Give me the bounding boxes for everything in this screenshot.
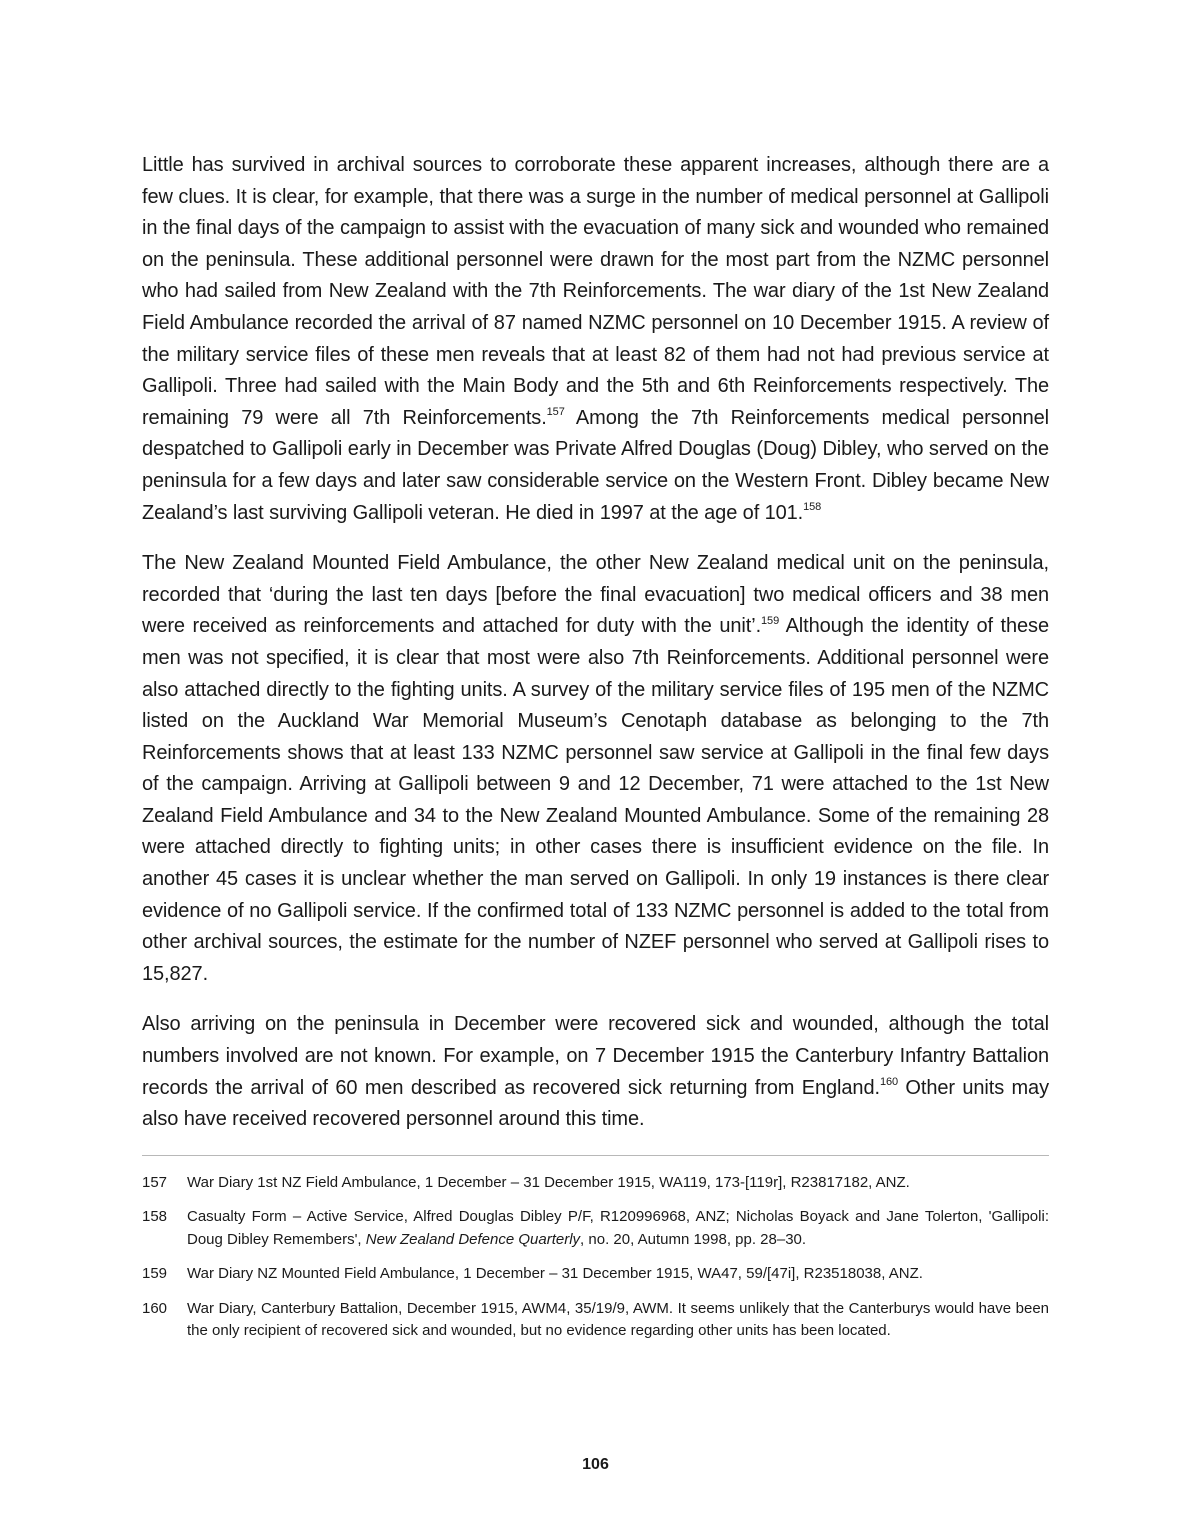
paragraph-text: Although the identity of these men was not specified, it is clear that most were also 7th Reinforcements. Additional personnel were also attached directly to the fighting units. A survey of the military service files of 195 men of the NZMC listed on the Auckland War Memorial Museum’s Cenotaph database as belonging to the 7th Reinforcements shows that at least 133 NZMC personnel saw service at Gallipoli in the final few days of the campaign. Arriving at Gallipoli between 9 and 12 December, 71 were attached to the 1st New Zealand Field Ambulance and 34 to the New Zealand Mounted Ambulance. Some of the remaining 28 were attached directly to fighting units; in other cases there is insufficient evidence on the file. In another 45 cases it is unclear whether the man served on Gallipoli. In only 19 instances is there clear evidence of no Gallipoli service. If the confirmed total of 133 NZMC personnel is added to the total from other archival sources, the estimate for the number of NZEF personnel who served at Gallipoli rises to 15,827.: [142, 615, 1049, 985]
paragraph-text: The New Zealand Mounted Field Ambulance, the other New Zealand medical unit on the peninsula, recorded that ‘during the last ten days [before the final evacuation] two medical officers and 38 men were received as reinforcements and attached for duty with the unit’.: [142, 552, 1049, 638]
footnote-157: [142, 1172, 1049, 1195]
footnote-159: [142, 1263, 1049, 1286]
paragraph-text: Among the 7th Reinforcements medical personnel despatched to Gallipoli early in December was Private Alfred Douglas (Doug) Dibley, who served on the peninsula for a few days and later saw considerable service on the Western Front. Dibley became New Zealand’s last surviving Gallipoli veteran. He died in 1997 at the age of 101.: [142, 406, 1050, 524]
footnote-text: War Diary 1st NZ Field Ambulance, 1 December – 31 December 1915, WA119, 173-[119r], R23817182, ANZ.: [187, 1173, 910, 1191]
footnote-158: [142, 1206, 1049, 1251]
journal-title: New Zealand Defence Quarterly: [365, 1230, 581, 1248]
footnote-ref-159[interactable]: 159: [761, 614, 780, 627]
paragraph-text: Little has survived in archival sources to corroborate these apparent increases, although there are a few clues. It is clear, for example, that there was a surge in the number of medical personnel at Gallipoli in the final days of the campaign to assist with the evacuation of many sick and wounded who remained on the peninsula. These additional personnel were drawn for the most part from the NZMC personnel who had sailed from New Zealand with the 7th Reinforcements. The war diary of the 1st New Zealand Field Ambulance recorded the arrival of 87 named NZMC personnel on 10 December 1915. A review of the military service files of these men reveals that at least 82 of them had not had previous service at Gallipoli. Three had sailed with the Main Body and the 5th and 6th Reinforcements respectively. The remaining 79 were all 7th Reinforcements.: [142, 154, 1049, 429]
paragraph-text: Other units may also have received recovered personnel around this time.: [142, 1076, 1049, 1131]
footnote-text: [187, 1206, 1049, 1251]
footnote-text-part: Casualty Form – Active Service, Alfred Douglas Dibley P/F, R120996968, ANZ; Nicholas Boyack and Jane Tolerton, 'Gallipoli: Doug Dibley Remembers',: [187, 1208, 1049, 1248]
footnotes: [142, 1172, 1049, 1343]
page-number: 106: [582, 1456, 609, 1473]
footnote-text-part: , no. 20, Autumn 1998, pp. 28–30.: [580, 1230, 807, 1248]
footnote-divider: [142, 1155, 1049, 1156]
footnote-number: 160: [142, 1299, 168, 1317]
footnote-160: [142, 1298, 1049, 1343]
footnote-number: 158: [142, 1208, 168, 1226]
footnote-number: 157: [142, 1173, 168, 1191]
body-paragraph-1: [142, 150, 1049, 529]
body-paragraph-3: [142, 1009, 1049, 1135]
footnote-ref-157[interactable]: 157: [546, 406, 565, 419]
body-paragraph-2: [142, 548, 1049, 990]
footnote-text: War Diary, Canterbury Battalion, December 1915, AWM4, 35/19/9, AWM. It seems unlikely that the Canterburys would have been the only recipient of recovered sick and wounded, but no evidence regarding other units has been located.: [187, 1299, 1049, 1340]
footnote-text: War Diary NZ Mounted Field Ambulance, 1 December – 31 December 1915, WA47, 59/[47i], R23518038, ANZ.: [187, 1265, 923, 1283]
footnote-number: 159: [142, 1265, 168, 1283]
paragraph-text: Also arriving on the peninsula in December were recovered sick and wounded, although the total numbers involved are not known. For example, on 7 December 1915 the Canterbury Infantry Battalion records the arrival of 60 men described as recovered sick returning from England.: [142, 1013, 1049, 1099]
footnote-ref-160[interactable]: 160: [879, 1075, 898, 1088]
footnote-ref-158[interactable]: 158: [803, 500, 822, 513]
page-body: [142, 150, 1049, 1355]
